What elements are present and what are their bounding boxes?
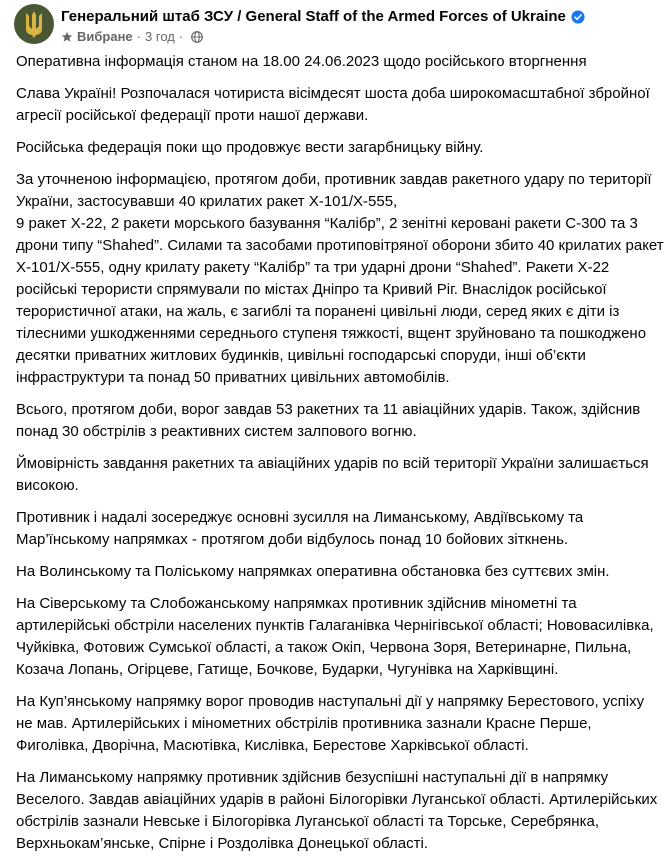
post-header: [14, 4, 661, 48]
meta-separator: ·: [136, 29, 142, 44]
author-name[interactable]: Генеральний штаб ЗСУ / General Staff of the Armed Forces of Ukraine: [61, 8, 566, 25]
paragraph: Противник і надалі зосереджує основні зусилля на Лиманському, Авдіївському та Мар’їнському напрямках - протягом доби відбулось понад 10 бойових зіткнень.: [16, 509, 584, 548]
paragraph: Ймовірність завдання ракетних та авіаційних ударів по всій території України залишається високою.: [16, 455, 649, 494]
trident-emblem-icon: [14, 4, 54, 44]
paragraph: Всього, протягом доби, ворог завдав 53 ракетних та 11 авіаційних ударів. Також, здійснив понад 30 обстрілів з реактивних систем залпового вогню.: [16, 401, 641, 440]
favorites-label[interactable]: Вибране: [77, 29, 133, 44]
paragraph: Російська федерація поки що продовжує вести загарбницьку війну.: [16, 139, 484, 156]
paragraph: За уточненою інформацією, протягом доби, противник завдав ракетного удару по території України, застосувавши 40 крилатих ракет Х-101/Х-555, 9 ракет Х-22, 2 ракети морського базування “Калібр”, 2 зенітні керовані ракети С-300 та 3 дрони типу “Shahed”. Силами та засобами протиповітряної оборони збито 40 крилатих ракет Х-101/Х-555, одну крилату ракету “Калібр” та три ударні дрони “Shahed”. Ракети Х-22 російські терористи спрямували по містах Дніпро та Кривий Ріг. Внаслідок російської терористичної атаки, на жаль, є загиблі та поранені цивільні люди, серед яких є діти із тілесними ушкодженнями середнього ступеня тяжкості, вщент зруйновано та пошкоджено десятки приватних житлових будинків, цивільні господарські споруди, інші об’єкти інфраструктури та понад 50 приватних цивільних автомобілів.: [16, 171, 664, 386]
author-line: [61, 8, 585, 25]
avatar[interactable]: [14, 4, 54, 44]
globe-icon[interactable]: [191, 31, 203, 43]
meta-separator-2: ·: [178, 29, 184, 44]
star-icon: [61, 31, 73, 43]
paragraph: На Волинському та Поліському напрямках оперативна обстановка без суттєвих змін.: [16, 563, 610, 580]
paragraph: На Сіверському та Слобожанському напрямках противник здійснив мінометні та артилерійські обстріли населених пунктів Галаганівка Чернігівської області; Нововасилівка, Чуйківка, Фотовиж Сумської області, а також Окіп, Червона Зоря, Ветеринарне, Пильна, Козача Лопань, Огірцеве, Гатище, Бочкове, Бударки, Чугунівка на Харківщині.: [16, 595, 654, 678]
post-meta: [61, 29, 203, 44]
post-body: [16, 51, 664, 865]
verified-badge-icon: [571, 10, 585, 24]
paragraph: На Куп’янському напрямку ворог проводив наступальні дії у напрямку Берестового, успіху не мав. Артилерійських і мінометних обстрілів противника зазнали Красне Перше, Фиголівка, Дворічна, Масютівка, Кислівка, Берестове Харківської області.: [16, 693, 645, 754]
post-timestamp[interactable]: 3 год: [145, 29, 175, 44]
paragraph: На Лиманському напрямку противник здійснив безуспішні наступальні дії в напрямку Веселого. Завдав авіаційних ударів в районі Білогорівки Луганської області. Артилерійських обстрілів зазнали Невське і Білогорівка Луганської області та Торське, Серебрянка, Верхньокам’янське, Спірне і Роздолівка Донецької області.: [16, 769, 658, 852]
paragraph-title: Оперативна інформація станом на 18.00 24.06.2023 щодо російського вторгнення: [16, 53, 587, 70]
paragraph: Слава Україні! Розпочалася чотириста вісімдесят шоста доба широкомасштабної збройної агресії російської федерації проти нашої держави.: [16, 85, 650, 124]
